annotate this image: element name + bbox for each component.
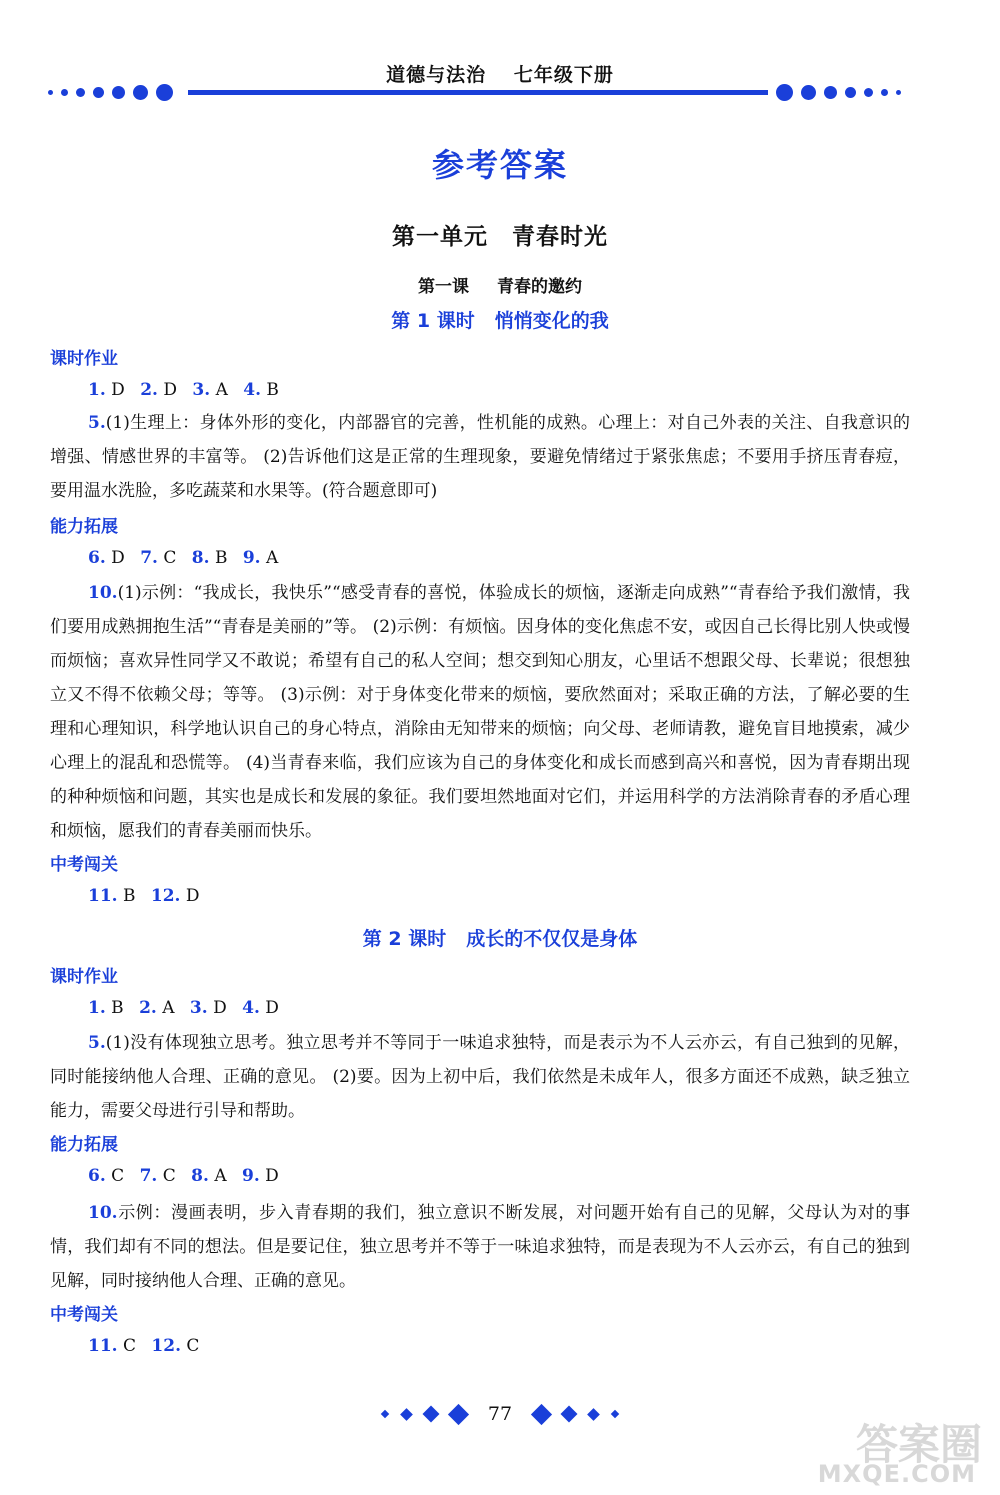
lesson-title xyxy=(0,272,1000,297)
period-2-number: 第 2 课时 xyxy=(362,928,447,950)
header-dots-left xyxy=(48,84,173,101)
period-1-name: 悄悄变化的我 xyxy=(494,310,609,332)
diamond-icon xyxy=(381,1410,389,1418)
running-header xyxy=(0,60,1000,87)
page-footer xyxy=(0,1403,1000,1425)
answer-paragraph: 10.(1)示例：“我成长，我快乐”“感受青春的喜悦，体验成长的烦恼，逐渐走向成熟”“青春给予我们激情，我们要用成熟拥抱生活”“青春是美丽的”等。 (2)示例：有烦恼。因身体的变化焦虑不安，或因自己长得比别人快或慢而烦恼；喜欢异性同学又不敢说；希望有自己的私人空间；想交到知心朋友，心里话不想跟父母、长辈说；很想独立又不得不依赖父母；等等。 (3)示例：对于身体变化带来的烦恼，要欣然面对；采取正确的方法，了解必要的生理和心理知识，科学地认识自己的身心特点，消除由无知带来的烦恼；向父母、老师请教，避免盲目地摸索，减少心理上的混乱和恐慌等。 (4)当青春来临，我们应该为自己的身体变化和成长而感到高兴和喜悦，因为青春期出现的种种烦恼和问题，其实也是成长和发展的象征。我们要坦然地面对它们，并运用科学的方法消除青春的矛盾心理和烦恼，愿我们的青春美丽而快乐。 xyxy=(50,583,910,841)
answer-paragraph: 5.(1)生理上：身体外形的变化，内部器官的完善，性机能的成熟。心理上：对自己外表的关注、自我意识的增强、情感世界的丰富等。 (2)告诉他们这是正常的生理现象，要避免情绪过于紧张焦虑；不要用手挤压青春痘，要用温水洗脸，多吃蔬菜和水果等。(符合题意即可) xyxy=(50,413,910,501)
section-label: 课时作业 xyxy=(50,349,118,369)
section-label: 课时作业 xyxy=(50,967,118,987)
page-number: 77 xyxy=(487,1403,513,1425)
watermark-logo: 答案圈 xyxy=(855,1420,982,1469)
answer-paragraph: 5.(1)没有体现独立思考。独立思考并不等同于一味追求独特，而是表示为不人云亦云，有自己独到的见解，同时能接纳他人合理、正确的意见。 (2)要。因为上初中后，我们依然是未成年人，很多方面还不成熟，缺乏独立能力，需要父母进行引导和帮助。 xyxy=(50,1033,910,1121)
section-label: 能力拓展 xyxy=(50,517,118,537)
section-label: 中考闯关 xyxy=(50,1305,118,1325)
unit-name: 青春时光 xyxy=(512,224,608,250)
lesson-name: 青春的邀约 xyxy=(497,277,582,297)
answer-row: 1. B 2. A 3. D 4. D xyxy=(88,998,279,1018)
answer-row: 1. D 2. D 3. A 4. B xyxy=(88,380,279,400)
diamond-icon xyxy=(531,1403,552,1424)
unit-number: 第一单元 xyxy=(392,224,488,250)
diamond-icon xyxy=(448,1403,469,1424)
diamond-icon xyxy=(561,1406,578,1423)
section-label: 能力拓展 xyxy=(50,1135,118,1155)
unit-title xyxy=(0,218,1000,251)
period-1-number: 第 1 课时 xyxy=(391,310,475,332)
lesson-number: 第一课 xyxy=(418,277,469,297)
period-2-title xyxy=(0,924,1000,951)
header-rule xyxy=(188,90,768,95)
diamond-icon xyxy=(422,1406,439,1423)
period-2-name: 成长的不仅仅是身体 xyxy=(466,928,638,950)
answer-row: 6. C 7. C 8. A 9. D xyxy=(88,1166,279,1186)
answer-row: 6. D 7. C 8. B 9. A xyxy=(88,548,279,568)
header-subject: 道德与法治 xyxy=(386,64,487,86)
section-label: 中考闯关 xyxy=(50,855,118,875)
header-dots-right xyxy=(776,84,901,101)
page-title: 参考答案 xyxy=(431,146,568,184)
answer-row: 11. B 12. D xyxy=(88,886,200,906)
watermark-url: MXQE.COM xyxy=(817,1460,976,1488)
period-1-title xyxy=(0,306,1000,333)
answer-paragraph: 10.示例：漫画表明，步入青春期的我们，独立意识不断发展，对问题开始有自己的见解，父母认为对的事情，我们却有不同的想法。但是要记住，独立思考并不等于一味追求独特，而是表现为不人云亦云，有自己的独到见解，同时接纳他人合理、正确的意见。 xyxy=(50,1203,910,1291)
diamond-icon xyxy=(400,1408,413,1421)
answer-row: 11. C 12. C xyxy=(88,1336,200,1356)
diamond-icon xyxy=(587,1408,600,1421)
diamond-icon xyxy=(611,1410,619,1418)
header-grade: 七年级下册 xyxy=(513,64,614,86)
